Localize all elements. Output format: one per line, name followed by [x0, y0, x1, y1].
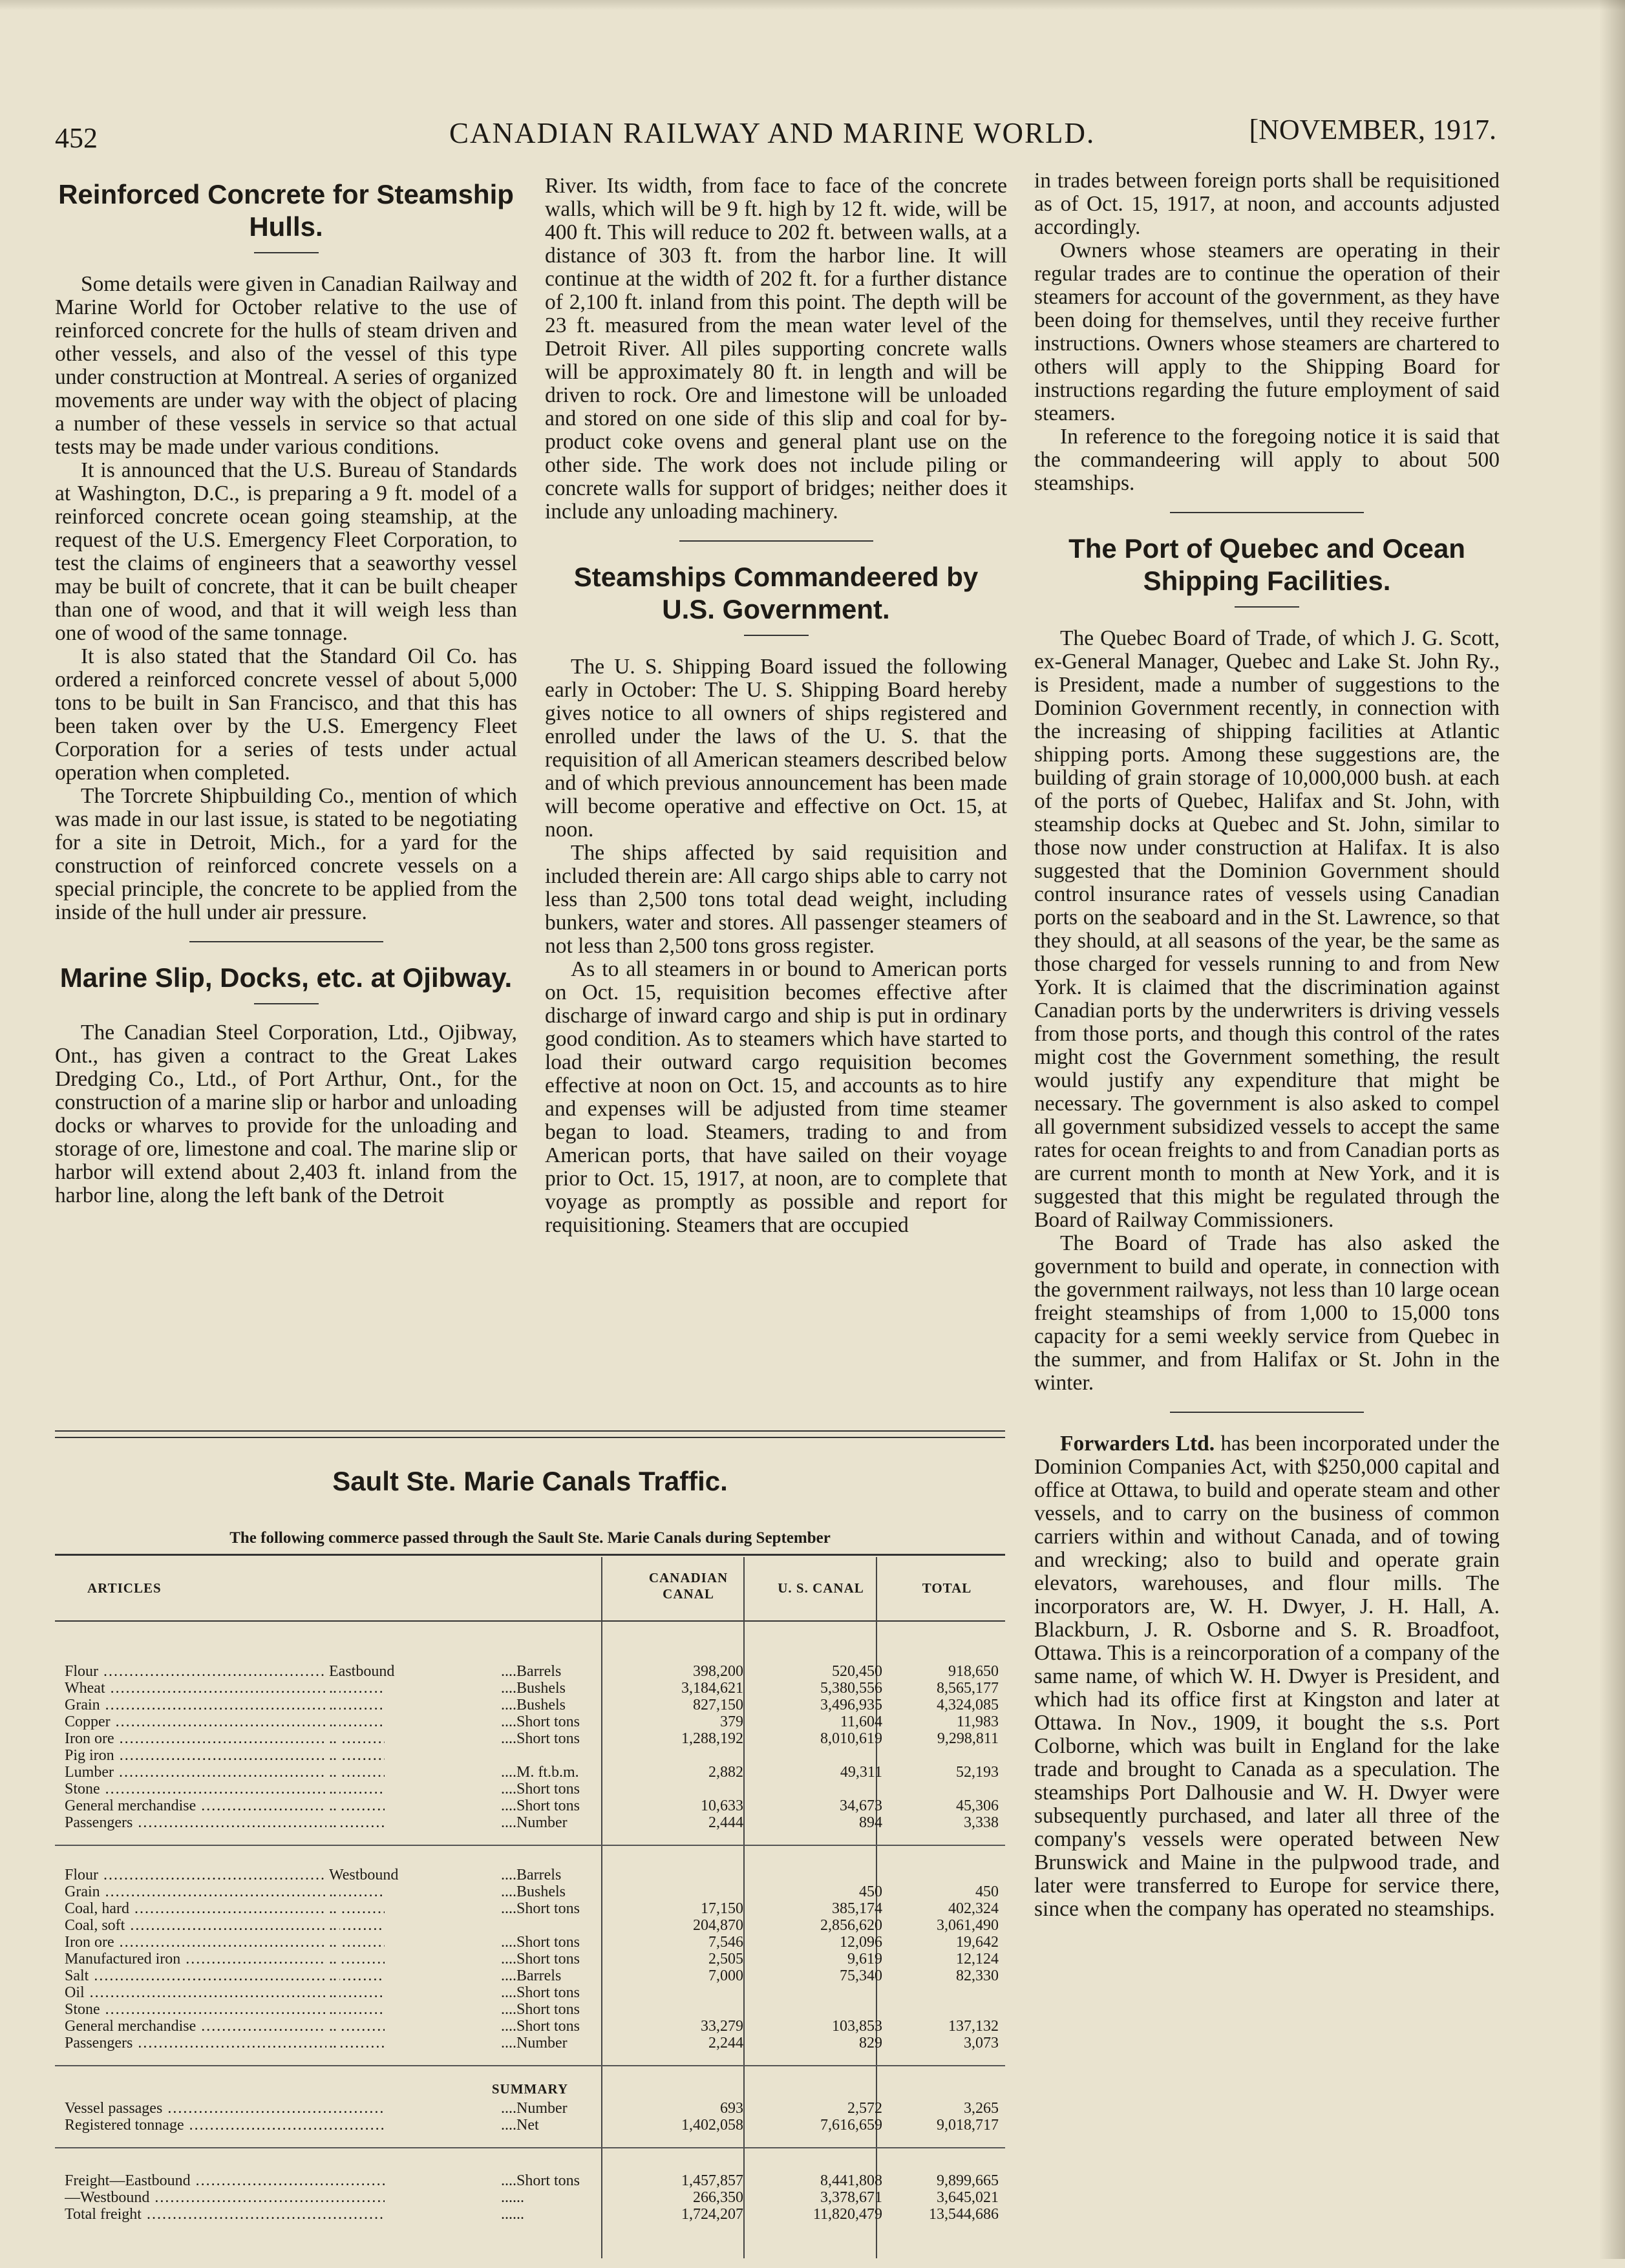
cell-us-canal: 2,572 — [847, 2100, 882, 2117]
cell-article: Iron ore ..... — [65, 1731, 385, 1746]
cell-canadian-canal: 827,150 — [693, 1697, 743, 1713]
cell-us-canal: 2,856,620 — [820, 1917, 882, 1934]
cell-total: 3,645,021 — [937, 2189, 999, 2206]
cell-direction: .. — [326, 1934, 339, 1950]
cell-us-canal: 8,441,808 — [820, 2172, 882, 2189]
cell-direction: .. — [326, 1731, 339, 1746]
cell-us-canal: 829 — [859, 2035, 882, 2051]
table-row — [55, 1918, 1005, 1933]
article-heading-marine-slip: Marine Slip, Docks, etc. at Ojibway. — [59, 962, 513, 993]
cell-article: Coal, soft ..... — [65, 1918, 385, 1933]
cell-canadian-canal: 7,000 — [708, 1967, 743, 1984]
cell-direction: .. — [326, 2002, 339, 2017]
cell-article: Salt ..... — [65, 1968, 385, 1984]
cell-us-canal: 11,820,479 — [812, 2206, 882, 2223]
forwarders-lead: Forwarders Ltd. — [1060, 1432, 1215, 1456]
cell-unit: .... Net — [501, 2117, 656, 2133]
cell-direction: .. — [326, 1697, 339, 1713]
cell-direction: .. — [326, 2019, 339, 2034]
cell-us-canal: 49,311 — [840, 1764, 882, 1781]
cell-canadian-canal: 2,505 — [708, 1951, 743, 1967]
cell-us-canal: 385,174 — [832, 1900, 882, 1917]
cell-unit: .... Bushels — [501, 1697, 656, 1713]
cell-total: 918,650 — [948, 1663, 999, 1680]
table-row — [55, 2002, 1005, 2017]
cell-us-canal: 11,604 — [840, 1713, 882, 1730]
paragraph: The Canadian Steel Corporation, Ltd., Ojibway, Ont., has given a contract to the Great Lakes Dredging Co., Ltd., of Port Arthur, Ont., for the construction of a marine slip or harbor and unloading docks or wharves to provide for the unloading and storage of ore, limestone and coal. The marine slip or harbor will extend about 2,403 ft. inland from the harbor line, along the left bank of the Detroit — [55, 1021, 517, 1207]
table-row — [55, 1765, 1005, 1780]
heading-rule — [1235, 606, 1299, 608]
table-row — [55, 2207, 1005, 2222]
cell-unit: .... Short tons — [501, 1798, 656, 1814]
cell-article: General merchandise ..... — [65, 1798, 385, 1814]
cell-unit: .... Bushels — [501, 1884, 656, 1900]
cell-total: 3,061,490 — [937, 1917, 999, 1934]
cell-canadian-canal: 33,279 — [701, 2018, 743, 2035]
table-row — [55, 2173, 1005, 2189]
cell-total: 19,642 — [956, 1934, 999, 1951]
paragraph: River. Its width, from face to face of the concrete walls, which will be 9 ft. high by 12 ft. wide, will be 400 ft. This will reduce to 202 ft. between walls, at a distance of 303 ft. from the harbor line. It will continue at the width of 202 ft. for a further distance of 2,100 ft. inland from this point. The depth will be 23 ft. measured from the mean water level of the Detroit River. All piles supporting concrete walls will be approximately 80 ft. in length and will be driven to rock. Ore and limestone will be unloaded and stored on one side of this slip and coal for by-product coke ovens and general plant use on the other side. The work does not include piling or concrete walls for support of bridges; neither does it include any unloading machinery. — [545, 174, 1007, 524]
article-separator — [1170, 1412, 1364, 1413]
table-row — [55, 2190, 1005, 2205]
table-row — [55, 2101, 1005, 2116]
table-title: Sault Ste. Marie Canals Traffic. — [332, 1466, 728, 1496]
table-row — [55, 1697, 1005, 1713]
cell-article: Wheat ..... — [65, 1680, 385, 1696]
cell-total: 3,265 — [964, 2100, 999, 2117]
table-row — [55, 1934, 1005, 1950]
cell-us-canal: 7,616,659 — [820, 2117, 882, 2134]
page-header — [55, 110, 1496, 155]
table-row — [55, 1815, 1005, 1830]
cell-article: Passengers ..... — [65, 1815, 385, 1830]
section-separator — [55, 1845, 1005, 1846]
cell-article: Oil ..... — [65, 1985, 385, 2000]
table-body — [55, 1622, 1005, 2268]
paragraph: In reference to the foregoing notice it is said that the commandeering will apply to about 500 steamships. — [1034, 425, 1500, 495]
cell-canadian-canal: 398,200 — [693, 1663, 743, 1680]
cell-canadian-canal: 2,444 — [708, 1814, 743, 1831]
cell-unit: .... Barrels — [501, 1968, 656, 1984]
table-row — [55, 1748, 1005, 1763]
cell-article: Passengers ..... — [65, 2035, 385, 2051]
article-heading-quebec: The Port of Quebec and Ocean Shipping Facilities. — [1068, 533, 1465, 596]
section-separator — [55, 2147, 1005, 2148]
forwarders-text: has been incorporated under the Dominion Companies Act, with $250,000 capital and office at Ottawa, to build and operate steam and other vessels, and to carry on the business of common carriers within and without Canada, and of towing and wrecking; also to build and operate grain elevators, warehouses, and flour mills. The incorporators are, W. H. Dwyer, J. H. Hall, A. Blackburn, J. R. Osborne and S. R. Broadfoot, Ottawa. This is a reincorporation of a company of the same name, of which W. H. Dwyer is President, and which had its office first at Kingston and later at Ottawa. In Nov., 1909, it bought the s.s. Port Colborne, which was built in England for the lake trade and brought to Canada as a speculation. The steamships Port Dalhousie and W. H. Dwyer were subsequently purchased, and later all three of the company's vessels were operated between New Brunswick and Maine in the pulpwood trade, and later were transferred to Europe for service there, since when the company has operated no steamships. — [1034, 1432, 1500, 1921]
cell-unit: .... Number — [501, 2101, 656, 2116]
cell-total: 45,306 — [956, 1797, 999, 1814]
table-row — [55, 1867, 1005, 1883]
cell-article: Vessel passages ..... — [65, 2101, 385, 2116]
paragraph: The U. S. Shipping Board issued the following early in October: The U. S. Shipping Board hereby gives notice to all owners of ships registered and enrolled under the laws of the U. S. that the requisition of all American steamers described below and of which previous announcement has been made will become operative and effective on Oct. 15, at noon. — [545, 655, 1007, 842]
table-row — [55, 1781, 1005, 1797]
cell-canadian-canal: 1,457,857 — [681, 2172, 743, 2189]
sault-canals-traffic-table — [55, 1448, 1005, 2268]
cell-direction: .. — [326, 1781, 339, 1797]
cell-direction: .. — [326, 1798, 339, 1814]
binding-shadow — [1599, 0, 1625, 2259]
paragraph: As to all steamers in or bound to American ports on Oct. 15, requisition becomes effective after discharge of inward cargo and ship is put in ordinary good condition. As to steamers which have started to load their outward cargo requisition becomes effective at noon on Oct. 15, and accounts as to hire and expenses will be adjusted from time steamer began to load. Steamers, trading to and from American ports, that have sailed on their voyage prior to Oct. 15, 1917, at noon, are to complete that voyage as promptly as possible and report for requisitioning. Steamers that are occupied — [545, 957, 1007, 1237]
paragraph: The Quebec Board of Trade, of which J. G. Scott, ex-General Manager, Quebec and Lake St. John Ry., is President, made a number of suggestions to the Dominion Government recently, in connection with the increasing of shipping facilities at Atlantic shipping ports. Among these suggestions are, the building of grain storage of 10,000,000 bush. at each of the ports of Quebec, Halifax and St. John, with steamship docks at Quebec and St. John, similar to those now under construction at Halifax. It is also suggested that the Dominion Government should control insurance rates of vessels using Canadian ports on the seaboard and in the St. Lawrence, so that they should, at all seasons of the year, be the same as those charged for vessels running to and from New York. It is claimed that the discrimination against Canadian ports by the underwriters is driving vessels from those ports, and though this control of the rates might cost the Government something, the result would justify any expenditure that might be necessary. The government is also asked to compel all government subsidized vessels to accept the same rates for ocean freights to and from Canadian ports as are current month to month at New York, and it is suggested that this might be regulated through the Board of Railway Commissioners. — [1034, 626, 1500, 1232]
cell-article: Registered tonnage ..... — [65, 2117, 385, 2133]
cell-unit: .... M. ft.b.m. — [501, 1765, 656, 1780]
cell-article: General merchandise ..... — [65, 2019, 385, 2034]
article-separator — [679, 540, 873, 542]
paragraph: Some details were given in Canadian Railway and Marine World for October relative to the use of reinforced concrete for the hulls of steam driven and other vessels, and also of the vessel of this type under construction at Montreal. A series of organized movements are under way with the object of placing a number of these vessels in service so that actual tests may be made under various conditions. — [55, 272, 517, 459]
cell-unit: .... Short tons — [501, 1731, 656, 1746]
cell-article: Freight—Eastbound ..... — [65, 2173, 385, 2189]
cell-canadian-canal: 1,402,058 — [681, 2117, 743, 2134]
cell-total: 8,565,177 — [937, 1680, 999, 1697]
cell-direction: .. — [326, 1680, 339, 1696]
table-row — [55, 2117, 1005, 2133]
cell-total: 4,324,085 — [937, 1697, 999, 1713]
cell-canadian-canal: 379 — [720, 1713, 743, 1730]
cell-direction: .. — [326, 1901, 339, 1916]
cell-us-canal: 9,619 — [847, 1951, 882, 1967]
heading-rule — [254, 252, 319, 253]
cell-unit: .... Short tons — [501, 1714, 656, 1730]
heading-rule — [744, 635, 809, 636]
section-separator — [55, 2065, 1005, 2066]
cell-total: 11,983 — [956, 1713, 999, 1730]
cell-total: 402,324 — [948, 1900, 999, 1917]
table-row — [55, 1731, 1005, 1746]
cell-article: Copper ..... — [65, 1714, 385, 1730]
cell-direction: .. — [326, 1748, 339, 1763]
cell-article: Manufactured iron ..... — [65, 1951, 385, 1967]
table-row — [55, 2035, 1005, 2051]
cell-total: 9,018,717 — [937, 2117, 999, 2134]
col-header-articles: ARTICLES — [87, 1580, 162, 1596]
cell-unit: .... Number — [501, 1815, 656, 1830]
cell-us-canal: 450 — [859, 1883, 882, 1900]
cell-canadian-canal: 7,546 — [708, 1934, 743, 1951]
table-top-double-rule — [55, 1430, 1005, 1438]
cell-us-canal: 3,378,671 — [820, 2189, 882, 2206]
table-header — [55, 1554, 1005, 1622]
cell-canadian-canal: 204,870 — [693, 1917, 743, 1934]
cell-unit: .... Short tons — [501, 1951, 656, 1967]
table-subtitle: The following commerce passed through the Sault Ste. Marie Canals during September — [229, 1529, 831, 1547]
cell-unit: .... Barrels — [501, 1867, 656, 1883]
article-separator — [189, 941, 383, 942]
cell-total: 9,298,811 — [937, 1730, 999, 1747]
cell-article: —Westbound ..... — [65, 2190, 385, 2205]
cell-unit: .... Barrels — [501, 1664, 656, 1679]
cell-unit: .... Short tons — [501, 1901, 656, 1916]
page-top-edge — [0, 0, 1625, 10]
cell-direction: .. — [326, 2035, 339, 2051]
cell-unit: .... Short tons — [501, 1781, 656, 1797]
table-row — [55, 1901, 1005, 1916]
column-2 — [545, 175, 1007, 1237]
paragraph: It is announced that the U.S. Bureau of Standards at Washington, D.C., is preparing a 9 ft. model of a reinforced concrete ocean going steamship, at the request of the U.S. Emergency Fleet Corporation, to test the claims of engineers that a seaworthy vessel may be built of concrete, that it can be built cheaper than one of wood, and that it will weigh less than one of wood of the same tonnage. — [55, 458, 517, 645]
cell-direction: .. — [326, 1985, 339, 2000]
cell-direction: .. — [326, 1884, 339, 1900]
cell-canadian-canal: 1,288,192 — [681, 1730, 743, 1747]
cell-total: 12,124 — [956, 1951, 999, 1967]
cell-total: 52,193 — [956, 1764, 999, 1781]
paragraph: in trades between foreign ports shall be requisitioned as of Oct. 15, 1917, at noon, and accounts adjusted accordingly. — [1034, 169, 1500, 239]
paragraph: It is also stated that the Standard Oil Co. has ordered a reinforced concrete vessel of about 5,000 tons to be built in San Francisco, and that this has been taken over by the U.S. Emergency Fleet Corporation for a series of tests under actual operation when completed. — [55, 644, 517, 785]
cell-total: 3,338 — [964, 1814, 999, 1831]
cell-total: 137,132 — [948, 2018, 999, 2035]
cell-unit: .... Short tons — [501, 2002, 656, 2017]
cell-article: Grain ..... — [65, 1884, 385, 1900]
cell-article: Lumber ..... — [65, 1765, 385, 1780]
table-row — [55, 1664, 1005, 1679]
cell-us-canal: 12,096 — [840, 1934, 882, 1951]
article-heading-commandeered: Steamships Commandeered by U.S. Government. — [573, 562, 979, 624]
cell-article: Grain ..... — [65, 1697, 385, 1713]
cell-us-canal: 520,450 — [832, 1663, 882, 1680]
cell-total: 9,899,665 — [937, 2172, 999, 2189]
cell-us-canal: 894 — [859, 1814, 882, 1831]
cell-direction: Westbound — [326, 1867, 401, 1883]
cell-unit: .... Short tons — [501, 1934, 656, 1950]
cell-canadian-canal: 3,184,621 — [681, 1680, 743, 1697]
cell-direction: .. — [326, 1765, 339, 1780]
paragraph: Owners whose steamers are operating in their regular trades are to continue the operation of their steamers for account of the government, as they have been doing for themselves, until they receive further instructions. Owners whose steamers are chartered to others will apply to the Shipping Board for instructions regarding the future employment of said steamers. — [1034, 238, 1500, 425]
cell-canadian-canal: 1,724,207 — [681, 2206, 743, 2223]
cell-us-canal: 34,673 — [840, 1797, 882, 1814]
cell-canadian-canal: 2,882 — [708, 1764, 743, 1781]
issue-date: [NOVEMBER, 1917. — [1249, 114, 1496, 145]
cell-canadian-canal: 266,350 — [693, 2189, 743, 2206]
table-row — [55, 1951, 1005, 1967]
cell-unit: .... Short tons — [501, 2173, 656, 2189]
cell-unit: .... .. — [501, 2207, 656, 2222]
table-row — [55, 1714, 1005, 1730]
heading-rule — [254, 1003, 319, 1004]
journal-title: CANADIAN RAILWAY AND MARINE WORLD. — [449, 117, 1096, 149]
col-header-canadian: CANADIAN CANAL — [648, 1570, 728, 1602]
cell-article: Iron ore ..... — [65, 1934, 385, 1950]
col-header-us: U. S. CANAL — [778, 1580, 864, 1596]
cell-direction: .. — [326, 1968, 339, 1984]
cell-canadian-canal: 17,150 — [701, 1900, 743, 1917]
cell-canadian-canal: 10,633 — [701, 1797, 743, 1814]
article-separator — [1170, 512, 1364, 513]
cell-us-canal: 8,010,619 — [820, 1730, 882, 1747]
cell-direction: .. — [326, 1714, 339, 1730]
cell-direction: Eastbound — [326, 1664, 397, 1679]
col-header-total: TOTAL — [922, 1580, 972, 1596]
cell-unit: .... Short tons — [501, 1985, 656, 2000]
column-3 — [1034, 169, 1500, 1921]
cell-us-canal: 103,853 — [832, 2018, 882, 2035]
cell-canadian-canal: 2,244 — [708, 2035, 743, 2051]
cell-total: 3,073 — [964, 2035, 999, 2051]
table-row — [55, 1884, 1005, 1900]
cell-unit: .... Bushels — [501, 1680, 656, 1696]
cell-article: Pig iron ..... — [65, 1748, 385, 1763]
cell-unit: .... Number — [501, 2035, 656, 2051]
cell-total: 82,330 — [956, 1967, 999, 1984]
cell-article: Coal, hard ..... — [65, 1901, 385, 1916]
table-row — [55, 1968, 1005, 1984]
cell-article: Flour ..... — [65, 1867, 385, 1883]
cell-article: Total freight ..... — [65, 2207, 385, 2222]
cell-article: Stone ..... — [65, 2002, 385, 2017]
table-row — [55, 1985, 1005, 2000]
table-row — [55, 1798, 1005, 1814]
cell-total: 13,544,686 — [929, 2206, 999, 2223]
paragraph: The Board of Trade has also asked the government to build and operate, in connection with the government railways, not less than 10 large ocean freight steamships of from 1,000 to 15,000 tons capacity for a semi weekly service from Quebec in the summer, and from Halifax or St. John in the winter. — [1034, 1231, 1500, 1395]
cell-direction: .. — [326, 1815, 339, 1830]
cell-direction: .. — [326, 1951, 339, 1967]
paragraph: The Torcrete Shipbuilding Co., mention of which was made in our last issue, is stated to be negotiating for a site in Detroit, Mich., for a yard for the construction of reinforced concrete vessels on a special principle, the concrete to be applied from the inside of the hull under air pressure. — [55, 784, 517, 924]
cell-us-canal: 3,496,935 — [820, 1697, 882, 1713]
cell-direction: .. — [326, 1918, 339, 1933]
cell-total: 450 — [975, 1883, 999, 1900]
cell-us-canal: 75,340 — [840, 1967, 882, 1984]
cell-article: Flour ..... — [65, 1664, 385, 1679]
column-1 — [55, 175, 517, 1207]
cell-unit: .... Short tons — [501, 2019, 656, 2034]
page-number: 452 — [55, 122, 98, 154]
paragraph-forwarders — [1034, 1432, 1500, 1921]
summary-label: SUMMARY — [491, 2081, 569, 2097]
cell-us-canal: 5,380,556 — [820, 1680, 882, 1697]
cell-article: Stone ..... — [65, 1781, 385, 1797]
article-heading-reinforced-concrete: Reinforced Concrete for Steamship Hulls. — [58, 179, 514, 242]
table-row — [55, 1680, 1005, 1696]
table-row — [55, 2019, 1005, 2034]
cell-unit: .... .. — [501, 2190, 656, 2205]
cell-canadian-canal: 693 — [720, 2100, 743, 2117]
paragraph: The ships affected by said requisition and included therein are: All cargo ships able to carry not less than 2,500 tons total dead weight, including bunkers, water and stores. All passenger steamers of not less than 2,500 tons gross register. — [545, 841, 1007, 958]
